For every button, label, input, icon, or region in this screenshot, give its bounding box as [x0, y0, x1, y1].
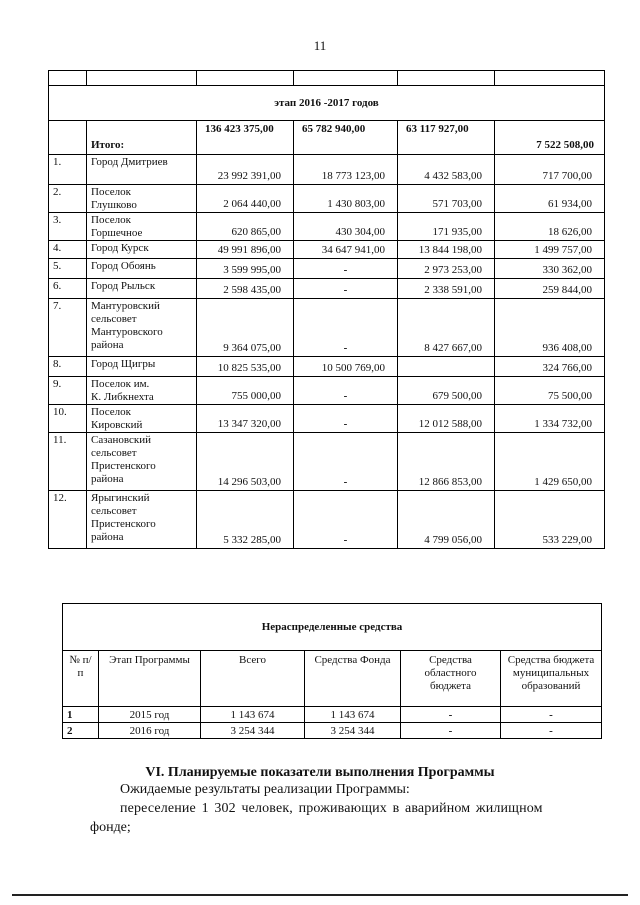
row-number: 4. — [49, 241, 87, 259]
row-number: 6. — [49, 279, 87, 299]
row-value: - — [294, 299, 398, 357]
row-stage: 2016 год — [99, 723, 201, 739]
row-value: 9 364 075,00 — [197, 299, 294, 357]
row-name-line: сельсовет — [91, 505, 137, 517]
total-value: 65 782 940,00 — [294, 121, 398, 155]
row-value: 5 332 285,00 — [197, 491, 294, 549]
table-row — [49, 491, 605, 549]
row-value: - — [294, 279, 398, 299]
row-number: 10. — [49, 405, 87, 433]
row-value: 49 991 896,00 — [197, 241, 294, 259]
row-name-line: Ярыгинский — [91, 492, 150, 504]
row-value: 755 000,00 — [197, 377, 294, 405]
row-value: 12 866 853,00 — [398, 433, 495, 491]
row-value: 1 430 803,00 — [294, 185, 398, 213]
row-name-line: района — [91, 339, 124, 351]
row-municipal: - — [501, 723, 602, 739]
row-name — [87, 405, 197, 433]
row-name — [87, 279, 197, 299]
row-value: 4 799 056,00 — [398, 491, 495, 549]
row-name — [87, 241, 197, 259]
unallocated-header-row — [63, 651, 602, 707]
row-name — [87, 259, 197, 279]
row-name-line: Пристенского — [91, 460, 156, 472]
row-name-line: Поселок — [91, 406, 131, 418]
footer-rule — [12, 894, 628, 896]
row-name — [87, 155, 197, 185]
row-value: 2 338 591,00 — [398, 279, 495, 299]
row-name — [87, 491, 197, 549]
header-spacer-row — [49, 71, 605, 86]
row-value: 8 427 667,00 — [398, 299, 495, 357]
row-regional: - — [401, 723, 501, 739]
row-value: - — [294, 259, 398, 279]
row-value: 10 500 769,00 — [294, 357, 398, 377]
row-name-line: К. Либкнехта — [91, 391, 154, 403]
row-value: 75 500,00 — [495, 377, 605, 405]
stage-row — [49, 86, 605, 121]
row-value: 330 362,00 — [495, 259, 605, 279]
row-number: 5. — [49, 259, 87, 279]
row-value — [398, 357, 495, 377]
row-value: 61 934,00 — [495, 185, 605, 213]
row-value: 171 935,00 — [398, 213, 495, 241]
row-name — [87, 433, 197, 491]
table-row — [49, 377, 605, 405]
row-name-line: Поселок — [91, 186, 131, 198]
row-value: 936 408,00 — [495, 299, 605, 357]
row-name-line: Кировский — [91, 419, 143, 431]
row-name — [87, 299, 197, 357]
row-name-line: сельсовет — [91, 447, 137, 459]
stage-title: этап 2016 -2017 годов — [49, 86, 605, 121]
row-name-line: Мантуровского — [91, 326, 163, 338]
row-regional: - — [401, 707, 501, 723]
table-row — [63, 707, 602, 723]
table-row — [49, 213, 605, 241]
row-number: 1. — [49, 155, 87, 185]
row-value: 430 304,00 — [294, 213, 398, 241]
row-total: 3 254 344 — [201, 723, 305, 739]
row-number: 11. — [49, 433, 87, 491]
table-row — [49, 185, 605, 213]
section-title: VI. Планируемые показатели выполнения Программы — [145, 765, 495, 780]
total-value: 7 522 508,00 — [495, 121, 605, 155]
row-municipal: - — [501, 707, 602, 723]
row-name-line: Город Обоянь — [91, 260, 156, 272]
unallocated-title-row — [63, 604, 602, 651]
row-value: 620 865,00 — [197, 213, 294, 241]
row-value: 2 973 253,00 — [398, 259, 495, 279]
table-row — [49, 405, 605, 433]
total-label: Итого: — [87, 121, 197, 155]
row-name-line: Поселок — [91, 214, 131, 226]
unallocated-title: Нераспределенные средства — [63, 604, 602, 651]
row-fund: 1 143 674 — [305, 707, 401, 723]
header-fund: Средства Фонда — [305, 651, 401, 707]
row-name-line: Пристенского — [91, 518, 156, 530]
row-value: 3 599 995,00 — [197, 259, 294, 279]
table-row — [49, 357, 605, 377]
row-value: 1 499 757,00 — [495, 241, 605, 259]
table-row — [49, 279, 605, 299]
row-value: 34 647 941,00 — [294, 241, 398, 259]
header-num: № п/п — [63, 651, 99, 707]
row-value: 12 012 588,00 — [398, 405, 495, 433]
page-number: 11 — [313, 38, 327, 53]
row-value: - — [294, 491, 398, 549]
row-value: 2 598 435,00 — [197, 279, 294, 299]
row-num: 2 — [63, 723, 99, 739]
header-stage: Этап Программы — [99, 651, 201, 707]
total-value: 63 117 927,00 — [398, 121, 495, 155]
total-row — [49, 121, 605, 155]
row-value: 2 064 440,00 — [197, 185, 294, 213]
row-num: 1 — [63, 707, 99, 723]
row-value: 13 844 198,00 — [398, 241, 495, 259]
row-value: 571 703,00 — [398, 185, 495, 213]
table-row — [49, 433, 605, 491]
row-number: 12. — [49, 491, 87, 549]
table-row — [49, 259, 605, 279]
row-fund: 3 254 344 — [305, 723, 401, 739]
row-name-line: Город Щигры — [91, 358, 156, 370]
row-value: 4 432 583,00 — [398, 155, 495, 185]
row-name-line: Город Курск — [91, 242, 149, 254]
row-value: 23 992 391,00 — [197, 155, 294, 185]
row-total: 1 143 674 — [201, 707, 305, 723]
row-number: 3. — [49, 213, 87, 241]
row-number: 8. — [49, 357, 87, 377]
row-name — [87, 357, 197, 377]
row-value: 324 766,00 — [495, 357, 605, 377]
row-stage: 2015 год — [99, 707, 201, 723]
unallocated-funds-table — [62, 603, 602, 739]
paragraph-line: переселение 1 302 человек, проживающих в аварийном жилищном — [120, 801, 543, 816]
table-row — [49, 299, 605, 357]
header-municipal: Средства бюджета муниципальных образований — [501, 651, 602, 707]
row-name — [87, 185, 197, 213]
row-name-line: Горшечное — [91, 227, 143, 239]
table-row — [63, 723, 602, 739]
row-value: 1 334 732,00 — [495, 405, 605, 433]
row-name — [87, 377, 197, 405]
row-value: 1 429 650,00 — [495, 433, 605, 491]
header-regional: Средства областного бюджета — [401, 651, 501, 707]
row-value: 679 500,00 — [398, 377, 495, 405]
row-value: 533 229,00 — [495, 491, 605, 549]
table-row — [49, 155, 605, 185]
row-name-line: района — [91, 531, 124, 543]
total-value: 136 423 375,00 — [197, 121, 294, 155]
row-name — [87, 213, 197, 241]
row-value: 18 626,00 — [495, 213, 605, 241]
row-value: 10 825 535,00 — [197, 357, 294, 377]
row-name-line: района — [91, 473, 124, 485]
row-name-line: Город Рыльск — [91, 280, 156, 292]
row-number: 2. — [49, 185, 87, 213]
row-name-line: Поселок им. — [91, 378, 150, 390]
paragraph-line: фонде; — [90, 820, 131, 835]
row-value: 13 347 320,00 — [197, 405, 294, 433]
row-value: 14 296 503,00 — [197, 433, 294, 491]
table-row — [49, 241, 605, 259]
row-number: 9. — [49, 377, 87, 405]
row-name-line: Сазановский — [91, 434, 151, 446]
row-name-line: сельсовет — [91, 313, 137, 325]
row-value: 18 773 123,00 — [294, 155, 398, 185]
row-value: 259 844,00 — [495, 279, 605, 299]
header-total: Всего — [201, 651, 305, 707]
paragraph-line: Ожидаемые результаты реализации Программы: — [120, 782, 410, 797]
row-name-line: Мантуровский — [91, 300, 160, 312]
row-name-line: Глушково — [91, 199, 137, 211]
row-name-line: Город Дмитриев — [91, 156, 168, 168]
row-value: - — [294, 405, 398, 433]
row-number: 7. — [49, 299, 87, 357]
funding-table — [48, 70, 605, 549]
row-value: - — [294, 433, 398, 491]
row-value: - — [294, 377, 398, 405]
row-value: 717 700,00 — [495, 155, 605, 185]
